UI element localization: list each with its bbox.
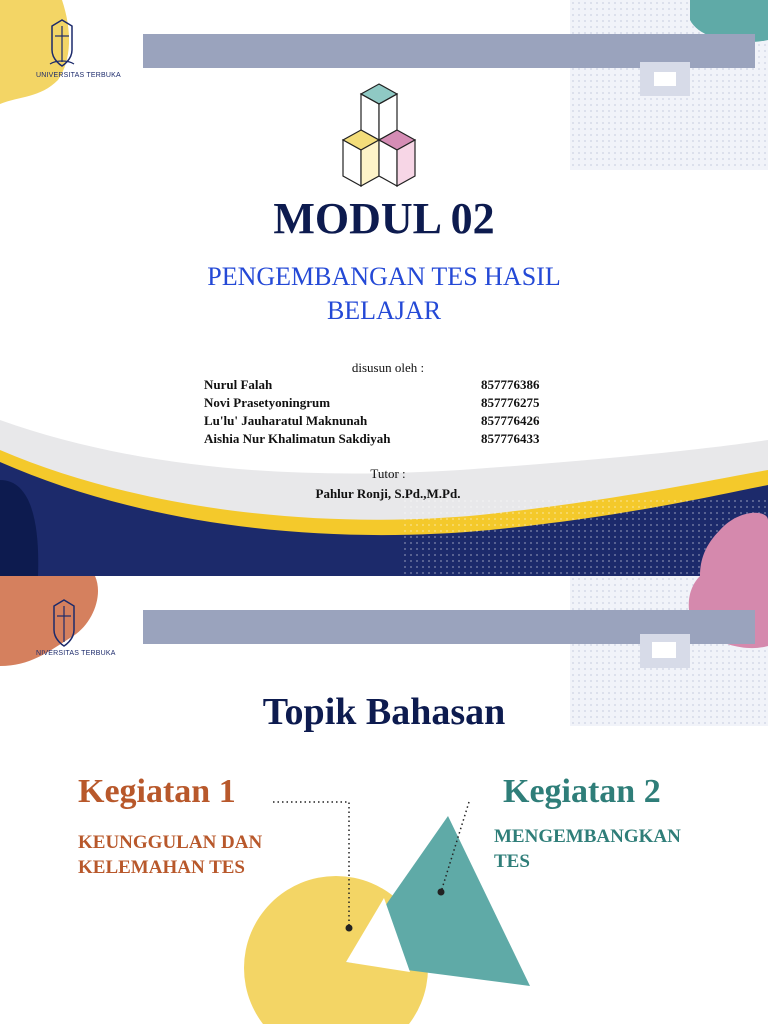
author-id: 857776386 [481, 377, 540, 392]
logo-label: NIVERSITAS TERBUKA [36, 650, 116, 657]
logo-label: UNIVERSITAS TERBUKA [36, 72, 121, 79]
author-row [204, 413, 564, 431]
author-name: Aishia Nur Khalimatun Sakdiyah [204, 431, 391, 446]
tutor-name: Pahlur Ronji, S.Pd.,M.Pd. [315, 486, 461, 501]
kegiatan-2-desc-line-2: TES [494, 851, 530, 872]
kegiatan-1-desc-line-2: KELEMAHAN TES [78, 857, 245, 878]
subtitle-line-2: BELAJAR [326, 296, 442, 325]
slide-topics [0, 576, 768, 1024]
author-id: 857776426 [481, 413, 540, 428]
author-row [204, 395, 564, 413]
topics-title: Topik Bahasan [262, 691, 506, 733]
author-name: Lu'lu' Jauharatul Maknunah [204, 413, 368, 428]
author-id: 857776433 [481, 431, 540, 446]
cubes-icon [343, 84, 415, 186]
author-name: Novi Prasetyoningrum [204, 395, 331, 410]
author-row [204, 377, 564, 395]
page-title: MODUL 02 [273, 194, 495, 243]
author-row [204, 431, 564, 449]
author-id: 857776275 [481, 395, 540, 410]
prepared-by-label: disusun oleh : [351, 360, 425, 375]
kegiatan-1-desc-line-1: KEUNGGULAN DAN [78, 832, 263, 853]
kegiatan-2-heading: Kegiatan 2 [503, 773, 661, 810]
subtitle-line-1: PENGEMBANGAN TES HASIL [207, 262, 561, 291]
kegiatan-2-desc-line-1: MENGEMBANGKAN [494, 826, 681, 847]
kegiatan-1-heading: Kegiatan 1 [78, 773, 236, 810]
author-name: Nurul Falah [204, 377, 273, 392]
tutor-label: Tutor : [370, 466, 406, 481]
header-bar-accent [640, 62, 690, 96]
header-bar-accent [640, 634, 690, 668]
